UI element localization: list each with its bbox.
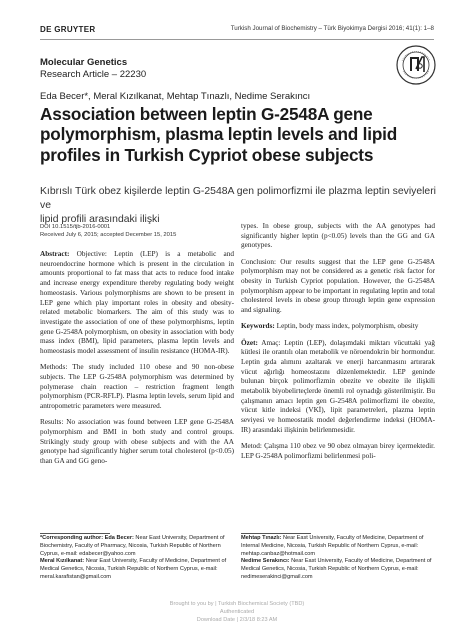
keywords-label: Keywords: — [241, 322, 275, 331]
watermark-line: Download Date | 2/3/18 8:23 AM — [196, 617, 278, 623]
abstract-left-column — [40, 250, 234, 467]
header-rule — [40, 39, 434, 40]
footnote: Mehtap Tınazlı: Near East University, Faculty of Medicine, Department of Internal Medicine, Nicosia, Turkish Republic of Northern Cyprus, e-mail: mehtap.canbaz@hotmail.com — [241, 535, 424, 557]
footnotes-right — [241, 535, 435, 582]
abstract-right-column — [241, 222, 435, 461]
watermark-line: Authenticated — [219, 609, 255, 615]
footnote-rule — [241, 533, 311, 534]
ozet-label: Özet: — [241, 338, 258, 347]
ozet: Özet: Amaç: Leptin (LEP), dolaşımdaki miktarı vücuttaki yağ kütlesi ile orantılı olan metabolik ve nöroendokrin bir hormondur. Leptin gıda alımını azaltarak ve enerji harcanmasını artırarak vücut ağırlığı homeostazını düzenlemektedir. LEP geninde bulunan birçok polimorfizmin obezite ve obezite ile ilişkili metabolik biyobelirteçlerde önemli rol oynadığı gösterilmiştir. Bu çalışmanın amacı leptin gen G-2548A polimorfizmi ile obezite, vücut kitle indeksi (VKİ), lipit parametreleri, plazma leptin seviyesi ve homeostatik model değerlendirme indeksi (HOMA-IR) arasındaki ilişkinin belirlenmesidir. — [241, 338, 435, 434]
footnotes-left — [40, 535, 234, 582]
abstract-label: Abstract: — [40, 250, 70, 258]
article-title — [40, 104, 436, 165]
received-dates: Received July 6, 2015; accepted December 15, 2015 — [40, 232, 177, 239]
footnote: *Corresponding author: Eda Becer: Near East University, Department of Biochemistry, Faculty of Pharmacy, Nicosia, Turkish Republic of Northern Cyprus, e-mail: edabecer@yahoo.com — [40, 535, 225, 557]
title-line: polymorphism, plasma leptin levels and lipid — [40, 124, 397, 145]
title-line: profiles in Turkish Cypriot obese subjects — [40, 144, 374, 165]
footnote: Nedime Serakıncı: Near East University, Faculty of Medicine, Department of Medical Genetics, Nicosia, Turkish Republic of Northern Cyprus, e-mail: nedimeserakinci@gmail.com — [241, 558, 432, 580]
section-label: Molecular Genetics — [40, 57, 128, 68]
abstract-methods: Methods: The study included 110 obese and 90 non-obese subjects. The LEP G-2548A polymorphism was determined by polymerase chain reaction – restriction fragment length polymorphism (PCR-RFLP). Plasma leptin levels, serum lipid and antropometric parameters were measured. — [40, 363, 234, 411]
journal-citation: Turkish Journal of Biochemistry – Türk Biyokimya Dergisi 2016; 41(1): 1–8 — [230, 25, 434, 32]
ozet-method: Metod: Çalışma 110 obez ve 90 obez olmayan birey içermektedir. LEP G-2548A polimorfizmi belirlenmesi poli- — [241, 442, 435, 460]
footnote-rule — [40, 533, 110, 534]
doi: DOI 10.1515/tjb-2016-0001 — [40, 224, 111, 230]
turkish-title-line: Kıbrıslı Türk obez kişilerde leptin G-2548A gen polimorfizmi ile plazma leptin seviyeleri ve — [40, 186, 436, 212]
article-type: Research Article – 22230 — [40, 69, 147, 80]
author-list: Eda Becer*, Meral Kızılkanat, Mehtap Tınazlı, Nedime Serakıncı — [40, 91, 311, 102]
footnote: Meral Kızılkanat: Near East University, Faculty of Medicine, Department of Medical Genetics, Nicosia, Turkish Republic of Northern Cyprus, e-mail: meral.karafistan@gmail.com — [40, 558, 227, 580]
publisher-name: DE GRUYTER — [40, 25, 96, 34]
doi-block — [40, 223, 176, 240]
watermark-line: Brought to you by | Turkish Biochemical Society (TBD) — [169, 601, 305, 607]
turkish-title-line: lipid profili arasındaki ilişki — [40, 214, 160, 226]
title-line: Association between leptin G-2548A gene — [40, 104, 373, 124]
society-seal-logo — [396, 45, 436, 85]
abstract-objective: Abstract: Objective: Leptin (LEP) is a metabolic and neuroendocrine hormone which is present in the circulation in amounts proportional to fat mass that acts to reduce food intake and increase energy expenditure thereby regulating body weight homeostasis. Various polymorphisms are shown to be present in LEP gene which play important roles in obesity and obesity-related metabolic biomarkers. The aim of this study was to investigate the association of one of these polymorphisms, leptin gene G-2548A polymorphism, on obesity in association with body mass index (BMI), lipid parameters, plasma leptin levels and homeostasis model assessment of insulin resistance (HOMA-IR). — [40, 250, 234, 356]
keywords: Keywords: Leptin, body mass index, polymorphism, obesity — [241, 322, 419, 331]
abstract-results: Results: No association was found between LEP gene G-2548A polymorphism and BMI in both study and control groups. Strikingly study group with obese subjects and with the AA genotype had significantly higher serum total cholesterol (p<0.05) than GA and GG geno- — [40, 418, 234, 466]
abstract-conclusion: Conclusion: Our results suggest that the LEP gene G-2548A polymorphism may not be considered as a genetic risk factor for obesity in Turkish Cypriot population. However, the G-2548A polymorphism appear to be important in regulating leptin and total cholesterol levels in obese group through leptin gene expression and signaling. — [241, 257, 435, 315]
abstract-results-continued: types. In obese group, subjects with the AA genotypes had significantly higher leptin (p<0.05) levels than the GG and GA genotypes. — [241, 222, 435, 250]
